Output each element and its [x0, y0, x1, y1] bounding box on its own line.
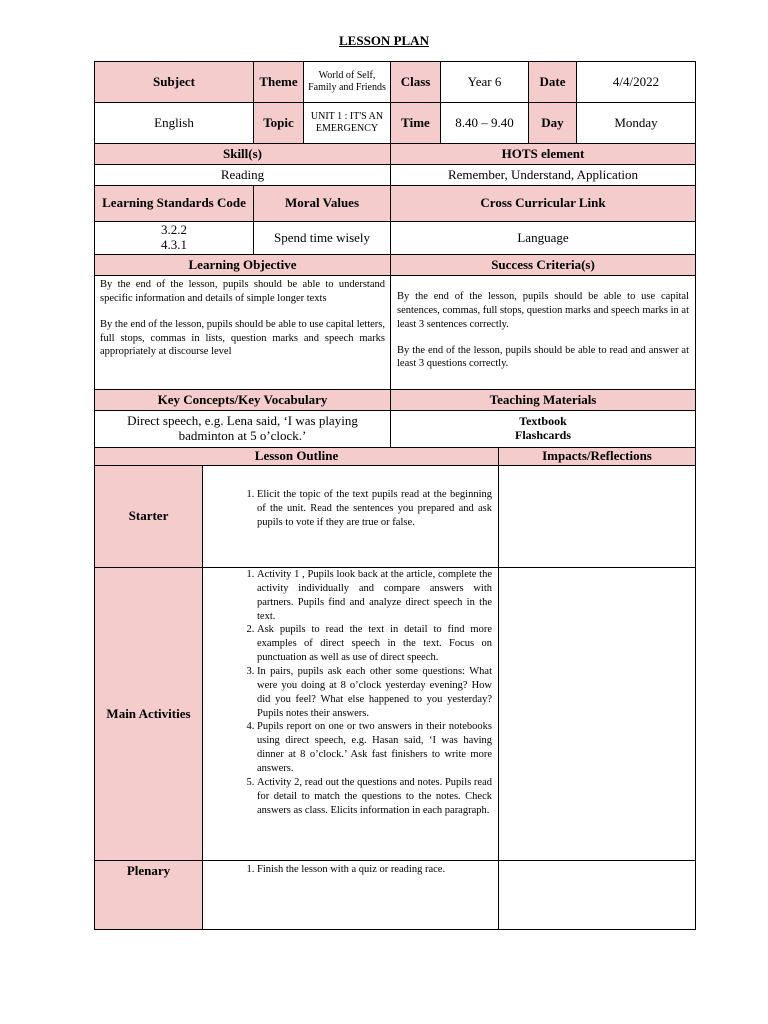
- main-activities-content: [202, 567, 499, 861]
- objective-item: By the end of the lesson, pupils should be able to use capital letters, full stops, commas in lists, question marks and speech marks appropriately at discourse level: [100, 318, 385, 358]
- learning-objective-label: Learning Objective: [94, 254, 391, 276]
- plenary-label: Plenary: [94, 860, 203, 930]
- date-value: 4/4/2022: [576, 61, 696, 103]
- theme-label: Theme: [253, 61, 304, 103]
- key-vocabulary-value: Direct speech, e.g. Lena said, ‘I was playing badminton at 5 o’clock.’: [94, 410, 391, 448]
- hots-label: HOTS element: [390, 143, 696, 165]
- main-activity-item: 3. In pairs, pupils ask each other some questions: What were you doing at 8 o’clock yesterday evening? How did you feel? What else happened to you yesterday? Pupils notes their answers.: [257, 665, 492, 720]
- main-activity-item: 2. Ask pupils to read the text in detail to find more examples of direct speech in the text. Focus on punctuation as well as use of direct speech.: [257, 623, 492, 665]
- learning-objective-text: [94, 275, 391, 390]
- main-activities-reflection: [498, 567, 696, 861]
- standard-code: 3.2.2: [161, 222, 187, 238]
- day-value: Monday: [576, 102, 696, 144]
- starter-label: Starter: [94, 465, 203, 568]
- plenary-item: 1. Finish the lesson with a quiz or reading race.: [257, 863, 492, 877]
- time-label: Time: [390, 102, 441, 144]
- main-activities-label: Main Activities: [94, 567, 203, 861]
- class-value: Year 6: [440, 61, 529, 103]
- learning-standards-codes: [94, 221, 254, 255]
- teaching-materials-value: [390, 410, 696, 448]
- moral-values-value: Spend time wisely: [253, 221, 391, 255]
- cross-curricular-value: Language: [390, 221, 696, 255]
- success-criteria-text: [390, 275, 696, 390]
- class-label: Class: [390, 61, 441, 103]
- objective-item: By the end of the lesson, pupils should be able to understand specific information and details of simple longer texts: [100, 279, 385, 304]
- material-item: Textbook: [519, 414, 567, 429]
- date-label: Date: [528, 61, 577, 103]
- skill-label: Skill(s): [94, 143, 391, 165]
- starter-content: [202, 465, 499, 568]
- criteria-item: By the end of the lesson, pupils should be able to read and answer at least 3 questions correctly.: [397, 344, 689, 370]
- lesson-outline-label: Lesson Outline: [94, 447, 499, 466]
- topic-label: Topic: [253, 102, 304, 144]
- cross-curricular-label: Cross Curricular Link: [390, 185, 696, 222]
- success-criteria-label: Success Criteria(s): [390, 254, 696, 276]
- starter-item: 1. Elicit the topic of the text pupils read at the beginning of the unit. Read the sentences you prepared and ask pupils to vote if they are true or false.: [257, 488, 492, 530]
- teaching-materials-label: Teaching Materials: [390, 389, 696, 411]
- document-title: LESSON PLAN: [339, 33, 429, 48]
- plenary-content: [202, 860, 499, 930]
- theme-value: World of Self, Family and Friends: [303, 61, 391, 103]
- hots-value: Remember, Understand, Application: [390, 164, 696, 186]
- time-value: 8.40 – 9.40: [440, 102, 529, 144]
- main-activity-item: 4. Pupils report on one or two answers in their notebooks using direct speech, e.g. Hasan said, ‘I was having dinner at 8 o’clock.’ Ask fast finishers to write more answers.: [257, 720, 492, 775]
- standard-code: 4.3.1: [161, 237, 187, 252]
- criteria-item: By the end of the lesson, pupils should be able to use capital sentences, commas, full stops, question marks and speech marks in at least 3 sentences correctly.: [397, 291, 689, 330]
- impacts-label: Impacts/Reflections: [498, 447, 696, 466]
- subject-label: Subject: [94, 61, 254, 103]
- starter-reflection: [498, 465, 696, 568]
- material-item: Flashcards: [514, 428, 571, 442]
- plenary-reflection: [498, 860, 696, 930]
- day-label: Day: [528, 102, 577, 144]
- subject-value: English: [94, 102, 254, 144]
- main-activity-item: 1. Activity 1 , Pupils look back at the article, complete the activity individually and compare answers with partners. Pupils find and analyze direct speech in the text.: [257, 568, 492, 623]
- moral-values-label: Moral Values: [253, 185, 391, 222]
- skill-value: Reading: [94, 164, 391, 186]
- learning-standards-label: Learning Standards Code: [94, 185, 254, 222]
- key-vocabulary-label: Key Concepts/Key Vocabulary: [94, 389, 391, 411]
- main-activity-item: 5. Activity 2, read out the questions and notes. Pupils read for detail to match the questions to the notes. Check answers as class. Elicits information in each paragraph.: [257, 776, 492, 818]
- topic-value: UNIT 1 : IT'S AN EMERGENCY: [303, 102, 391, 144]
